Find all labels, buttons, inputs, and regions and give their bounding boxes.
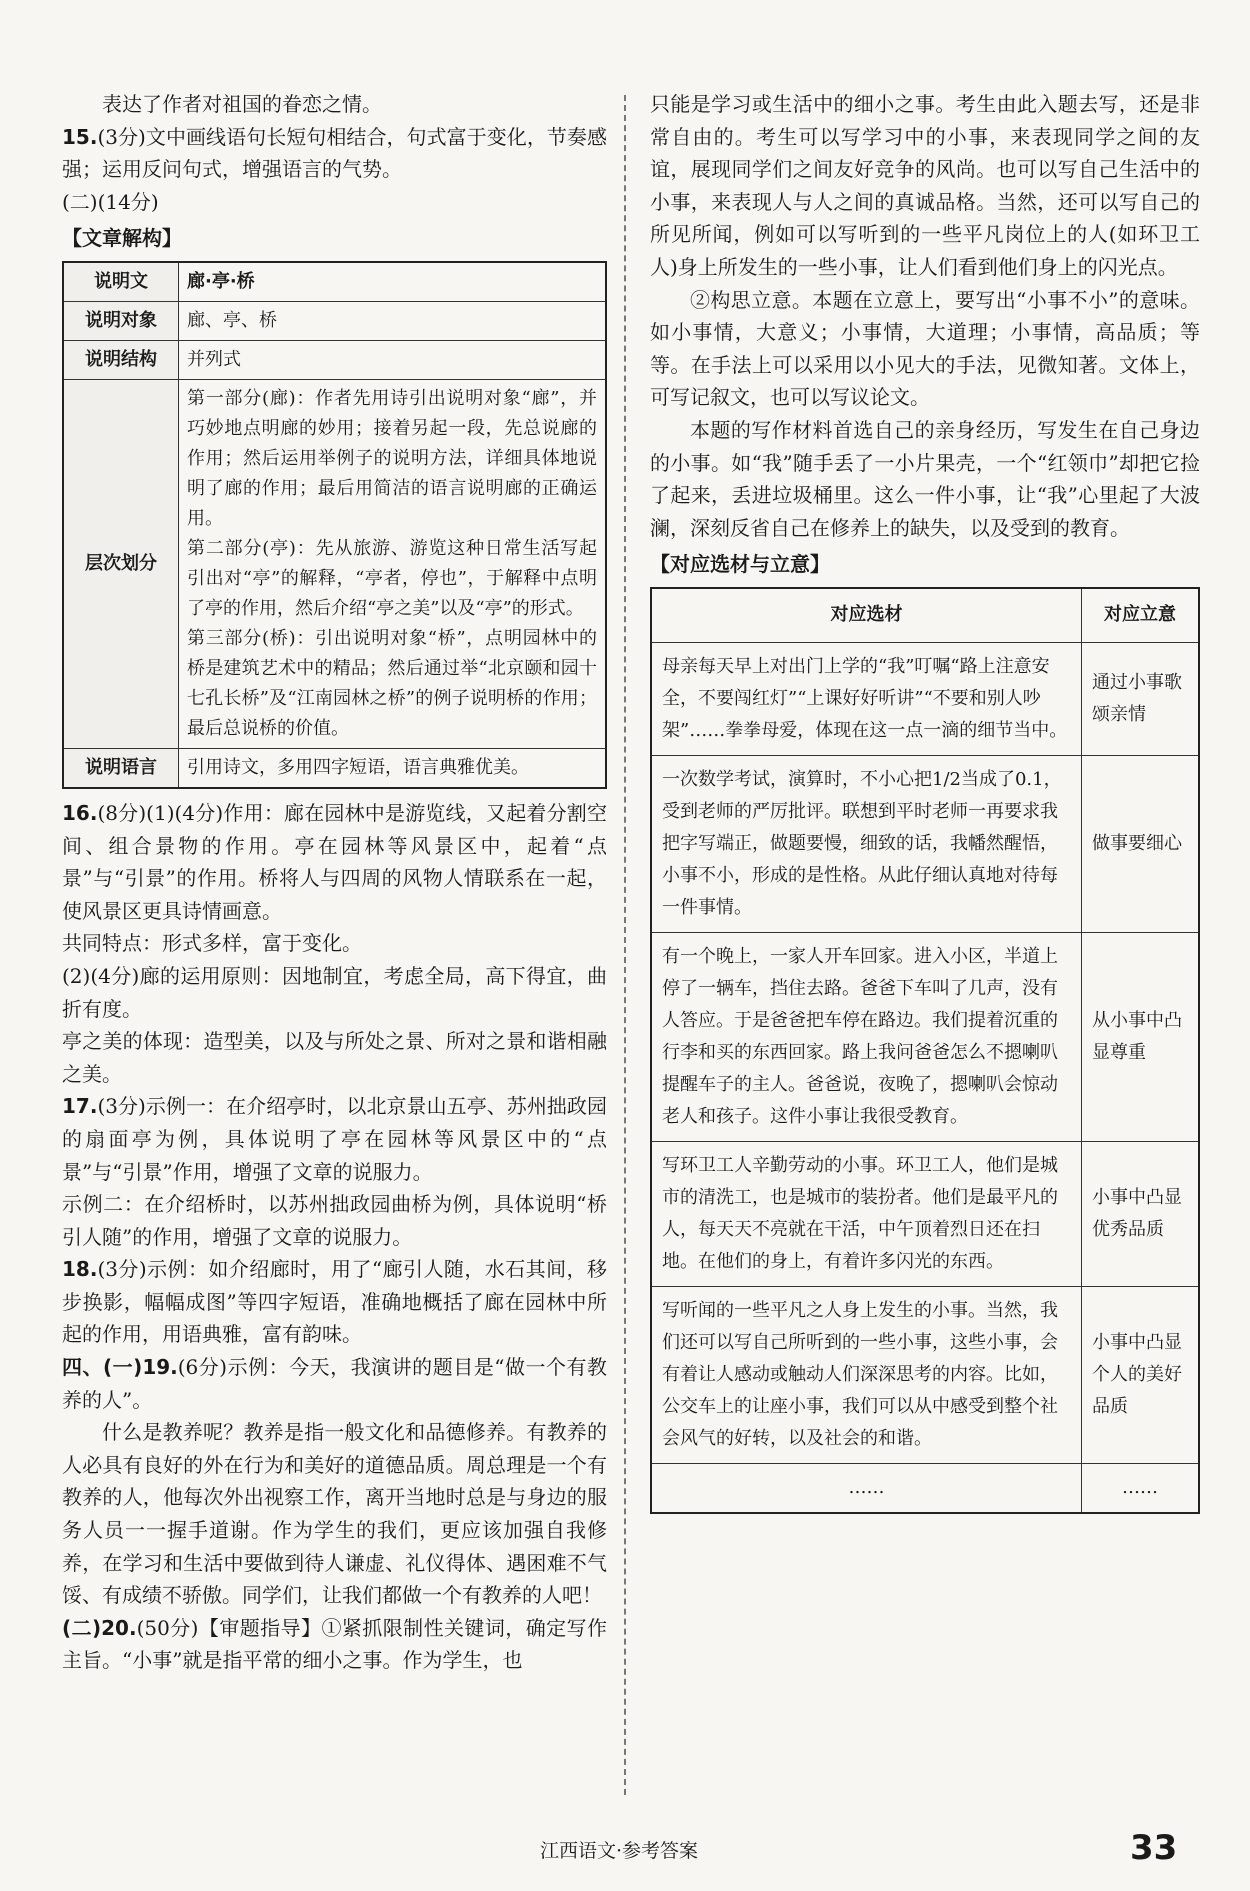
answer-text: (3分)示例：如介绍廊时，用了“廊引人随，水石其间，移步换影，幅幅成图”等四字短语，准确地概括了廊在园林中所起的作用，用语典雅，富有韵味。: [62, 1257, 607, 1347]
paragraph: 本题的写作材料首选自己的亲身经历，写发生在自己身边的小事。如“我”随手丢了一小片果壳，一个“红领巾”却把它捡了起来，丢进垃圾桶里。这么一件小事，让“我”心里起了大波澜，深刻反省自己在修养上的缺失，以及受到的教育。: [650, 417, 1200, 540]
theme-cell: ……: [1082, 1463, 1200, 1513]
right-column: [650, 88, 1200, 1514]
table-row: [651, 642, 1199, 755]
table-value: 廊、亭、桥: [179, 301, 607, 340]
table-value: 廊·亭·桥: [179, 262, 607, 302]
material-cell: 有一个晚上，一家人开车回家。进入小区，半道上停了一辆车，挡住去路。爸爸下车叫了几声，没有人答应。于是爸爸把车停在路边。我们提着沉重的行李和买的东西回家。路上我问爸爸怎么不摁喇叭提醒车子的主人。爸爸说，夜晚了，摁喇叭会惊动老人和孩子。这件小事让我很受教育。: [651, 932, 1082, 1141]
question-number: 四、(一)19.: [62, 1355, 178, 1380]
table-value: 并列式: [179, 340, 607, 379]
material-cell: ……: [651, 1463, 1082, 1513]
structure-table: [62, 261, 607, 789]
table-row: [651, 932, 1199, 1141]
part-2: 第二部分(亭)：先从旅游、游览这种日常生活写起引出对“亭”的解释，“亭者，停也”，于解释中点明了亭的作用，然后介绍“亭之美”以及“亭”的形式。: [187, 537, 597, 619]
theme-cell: 通过小事歌颂亲情: [1082, 642, 1200, 755]
material-cell: 母亲每天早上对出门上学的“我”叮嘱“路上注意安全，不要闯红灯”“上课好好听讲”“不要和别人吵架”……拳拳母爱，体现在这一点一滴的细节当中。: [651, 642, 1082, 755]
answer-17: [62, 1090, 607, 1188]
table-key: 层次划分: [63, 379, 179, 748]
table-row: [651, 1141, 1199, 1286]
table-row: [63, 262, 606, 302]
paragraph: 只能是学习或生活中的细小之事。考生由此入题去写，还是非常自由的。考生可以写学习中的小事，来表现同学之间的友谊，展现同学们之间友好竞争的风尚。也可以写自己生活中的小事，来表现人与人之间的真诚品格。当然，还可以写自己的所见所闻，例如可以写听到的一些平凡岗位上的人(如环卫工人)身上所发生的一些小事，让人们看到他们身上的闪光点。: [650, 92, 1200, 279]
answer-text: (3分)文中画线语句长短句相结合，句式富于变化，节奏感强；运用反问句式，增强语言的气势。: [62, 124, 607, 182]
answer-text: (3分)示例一：在介绍亭时，以北京景山五亭、苏州拙政园的扇面亭为例，具体说明了亭在园林等风景区中的“点景”与“引景”作用，增强了文章的说服力。: [62, 1094, 607, 1184]
answer-16-d: 亭之美的体现：造型美，以及与所处之景、所对之景和谐相融之美。: [62, 1029, 607, 1086]
table-row: [63, 340, 606, 379]
column-divider: [624, 95, 626, 1795]
table-row: [63, 748, 606, 788]
column-header-material: 对应选材: [651, 588, 1082, 642]
table-key: 说明对象: [63, 301, 179, 340]
answer-19-body: 什么是教养呢？教养是指一般文化和品德修养。有教养的人必具有良好的外在行为和美好的道德品质。周总理是一个有教养的人，他每次外出视察工作，离开当地时总是与身边的服务人员一一握手道谢。作为学生的我们，更应该加强自我修养，在学习和生活中要做到待人谦虚、礼仪得体、遇困难不气馁、有成绩不骄傲。同学们，让我们都做一个有教养的人吧！: [62, 1420, 607, 1608]
part-3: 第三部分(桥)：引出说明对象“桥”，点明园林中的桥是建筑艺术中的精品；然后通过举“北京颐和园十七孔长桥”及“江南园林之桥”的例子说明桥的作用；最后总说桥的价值。: [187, 627, 597, 739]
table-key: 说明结构: [63, 340, 179, 379]
table-row: [651, 1463, 1199, 1513]
footer-title: 江西语文·参考答案: [540, 1840, 699, 1862]
table-header-row: [651, 588, 1199, 642]
material-theme-table: [650, 587, 1200, 1514]
answer-18: [62, 1253, 607, 1351]
question-number: 15.: [62, 124, 98, 149]
question-number: 18.: [62, 1257, 98, 1282]
theme-cell: 小事中凸显个人的美好品质: [1082, 1286, 1200, 1463]
question-number: (二)20.: [62, 1615, 137, 1640]
structure-title: 【文章解构】: [62, 226, 182, 251]
table-row: [63, 379, 606, 748]
table-key: 说明文: [63, 262, 179, 302]
answer-20: [62, 1612, 607, 1677]
table-row: [651, 1286, 1199, 1463]
column-header-theme: 对应立意: [1082, 588, 1200, 642]
question-number: 16.: [62, 800, 98, 825]
answer-text: (8分)(1)(4分)作用：廊在园林中是游览线，又起着分割空间、组合景物的作用。亭在园林等风景区中，起着“点景”与“引景”的作用。桥将人与四周的风物人情联系在一起，使风景区更具诗情画意。: [62, 800, 607, 923]
left-column: [62, 88, 607, 1677]
answer-16-b: 共同特点：形式多样，富于变化。: [62, 931, 362, 956]
paragraph: ②构思立意。本题在立意上，要写出“小事不小”的意味。如小事情，大意义；小事情，大道理；小事情，高品质；等等。在手法上可以采用以小见大的手法，见微知著。文体上，可写记叙文，也可以写议论文。: [650, 287, 1200, 410]
answer-17-b: 示例二：在介绍桥时，以苏州拙政园曲桥为例，具体说明“桥引人随”的作用，增强了文章的说服力。: [62, 1192, 607, 1249]
table-row: [651, 755, 1199, 932]
material-cell: 一次数学考试，演算时，不小心把1/2当成了0.1，受到老师的严厉批评。联想到平时老师一再要求我把字写端正，做题要慢，细致的话，我幡然醒悟，小事不小，形成的是性格。从此仔细认真地对待每一件事情。: [651, 755, 1082, 932]
table-row: [63, 301, 606, 340]
page-number: 33: [1130, 1828, 1178, 1868]
match-title: 【对应选材与立意】: [650, 552, 830, 577]
material-cell: 写环卫工人辛勤劳动的小事。环卫工人，他们是城市的清洗工，也是城市的装扮者。他们是最平凡的人，每天天不亮就在干活，中午顶着烈日还在扫地。在他们的身上，有着许多闪光的东西。: [651, 1141, 1082, 1286]
table-key: 说明语言: [63, 748, 179, 788]
answer-15: [62, 121, 607, 186]
answer-text: (6分)示例：今天，我演讲的题目是“做一个有教养的人”。: [62, 1355, 607, 1412]
question-number: 17.: [62, 1094, 98, 1119]
part-1: 第一部分(廊)：作者先用诗引出说明对象“廊”，并巧妙地点明廊的妙用；接着另起一段，先总说廊的作用；然后运用举例子的说明方法，详细具体地说明了廊的作用；最后用简洁的语言说明廊的正确运用。: [187, 387, 597, 529]
table-value: 引用诗文，多用四字短语，语言典雅优美。: [179, 748, 607, 788]
theme-cell: 小事中凸显优秀品质: [1082, 1141, 1200, 1286]
paragraph: 表达了作者对祖国的眷恋之情。: [102, 92, 382, 116]
answer-16-c: (2)(4分)廊的运用原则：因地制宜，考虑全局，高下得宜，曲折有度。: [62, 963, 607, 1021]
table-value: [179, 379, 607, 748]
theme-cell: 从小事中凸显尊重: [1082, 932, 1200, 1141]
theme-cell: 做事要细心: [1082, 755, 1200, 932]
material-cell: 写听闻的一些平凡之人身上发生的小事。当然，我们还可以写自己所听到的一些小事，这些小事，会有着让人感动或触动人们深深思考的内容。比如，公交车上的让座小事，我们可以从中感受到整个社会风气的好转，以及社会的和谐。: [651, 1286, 1082, 1463]
answer-text: (50分)【审题指导】①紧抓限制性关键词，确定写作主旨。“小事”就是指平常的细小之事。作为学生，也: [62, 1615, 607, 1673]
section-heading: (二)(14分): [62, 189, 159, 214]
answer-19: [62, 1351, 607, 1416]
answer-16: [62, 797, 607, 927]
